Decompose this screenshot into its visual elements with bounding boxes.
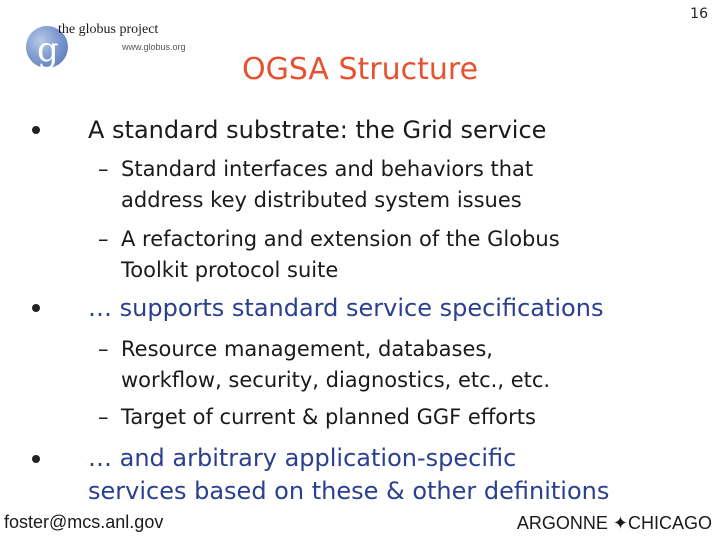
logo-name: the globus project	[58, 22, 159, 37]
slide-title: OGSA Structure	[241, 52, 479, 87]
sub-bullet-1-2: – A refactoring and extension of the Globus Toolkit protocol suite	[98, 224, 560, 286]
bullet-2-text: … supports standard service specifications	[88, 294, 604, 322]
bullet-dot	[32, 126, 40, 134]
logo-url: www.globus.org	[122, 42, 186, 52]
bullet-dot	[32, 304, 40, 312]
dash: –	[98, 405, 109, 429]
dash: –	[98, 337, 109, 361]
bullet-dot	[32, 455, 40, 463]
sub-bullet-1-1: – Standard interfaces and behaviors that address key distributed system issues	[98, 154, 533, 216]
sub-bullet-2-1: – Resource management, databases, workflow, security, diagnostics, etc., etc.	[98, 334, 550, 396]
bullet-3-line-2: services based on these & other definitions	[88, 477, 610, 505]
globus-logo-icon: g	[26, 26, 68, 68]
dash: –	[98, 227, 109, 251]
footer-org: ARGONNE ✦CHICAGO	[516, 513, 712, 533]
dash: –	[98, 157, 109, 181]
bullet-1-text: A standard substrate: the Grid service	[88, 116, 547, 144]
footer-email: foster@mcs.anl.gov	[4, 512, 164, 532]
page-number: 16	[690, 6, 708, 22]
bullet-3-line-1: … and arbitrary application-specific	[88, 444, 517, 472]
sub-bullet-2-2: – Target of current & planned GGF efforts	[98, 402, 536, 433]
